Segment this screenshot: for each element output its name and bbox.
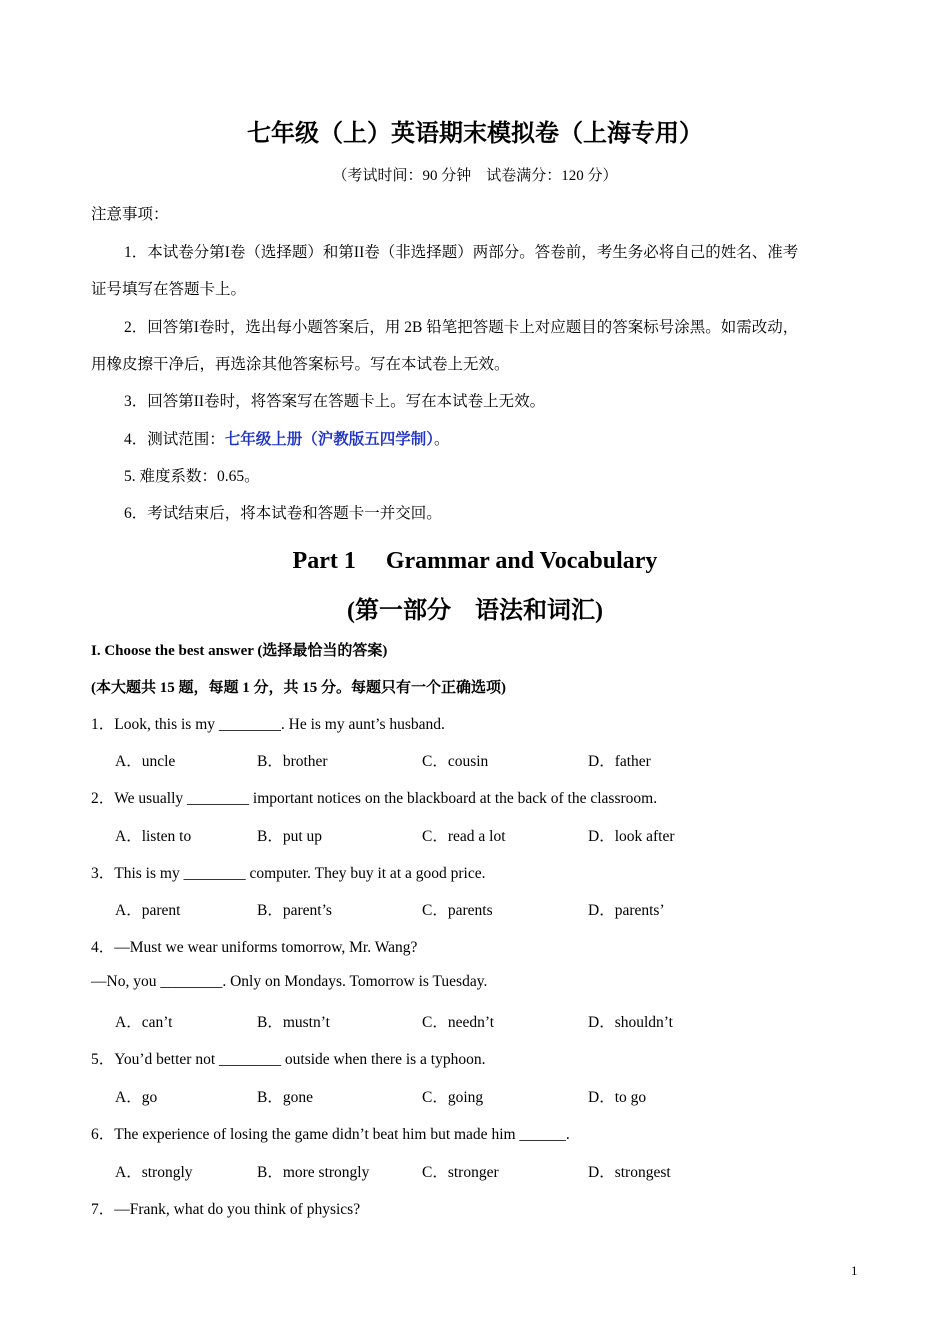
question-stem: 4．—Must we wear uniforms tomorrow, Mr. Wang?: [91, 939, 418, 956]
option-a: A．strongly: [115, 1164, 193, 1181]
section-instructions: (本大题共 15 题，每题 1 分，共 15 分。每题只有一个正确选项): [91, 680, 506, 696]
part-heading: Part 1 Grammar and Vocabulary: [292, 548, 658, 574]
option-c: C．needn’t: [422, 1014, 495, 1031]
question-stem: 3．This is my ________ computer. They buy it at a good price.: [91, 865, 486, 882]
option-c: C．going: [422, 1089, 484, 1106]
page-number: 1: [851, 1263, 858, 1278]
option-d: D．shouldn’t: [588, 1014, 673, 1031]
notice-label: 注意事项：: [91, 206, 169, 223]
option-a: A．can’t: [115, 1014, 173, 1031]
option-a: A．uncle: [115, 753, 176, 770]
option-d: D．strongest: [588, 1164, 671, 1181]
option-d: D．look after: [588, 828, 675, 845]
option-b: B．put up: [257, 828, 323, 845]
question-stem: 2．We usually ________ important notices on the blackboard at the back of the classroom.: [91, 790, 658, 807]
notice-item-1-cont: 证号填写在答题卡上。: [91, 281, 247, 298]
option-b: B．brother: [257, 753, 328, 770]
notice-item-2: 2．回答第I卷时，选出每小题答案后，用 2B 铅笔把答题卡上对应题目的答案标号涂黑。如需改动，: [124, 319, 799, 336]
option-c: C．parents: [422, 902, 493, 919]
notice-item-1: 1．本试卷分第I卷（选择题）和第II卷（非选择题）两部分。答卷前，考生务必将自己的姓名、准考: [124, 244, 799, 261]
notice-item-5: 5. 难度系数：0.65。: [124, 468, 260, 485]
question-stem: 6．The experience of losing the game didn’t beat him but made him ______.: [91, 1126, 570, 1143]
option-b: B．mustn’t: [257, 1014, 330, 1031]
test-scope: 七年级上册（沪教版五四学制）: [224, 431, 435, 448]
option-c: C．stronger: [422, 1164, 499, 1181]
option-c: C．cousin: [422, 753, 489, 770]
question-stem-cont: —No, you ________. Only on Mondays. Tomorrow is Tuesday.: [91, 973, 488, 990]
option-b: B．more strongly: [257, 1164, 370, 1181]
notice-item-4-prefix: 4．测试范围：: [124, 431, 225, 448]
question-stem: 5．You’d better not ________ outside when there is a typhoon.: [91, 1051, 486, 1068]
part-heading-cn: (第一部分 语法和词汇): [347, 598, 603, 624]
page-title: 七年级（上）英语期末模拟卷（上海专用）: [247, 119, 703, 147]
notice-item-6: 6．考试结束后，将本试卷和答题卡一并交回。: [124, 505, 442, 522]
question-stem: 7．—Frank, what do you think of physics?: [91, 1201, 361, 1218]
exam-info: （考试时间：90 分钟 试卷满分：120 分）: [332, 168, 618, 184]
notice-item-2-cont: 用橡皮擦干净后，再选涂其他答案标号。写在本试卷上无效。: [91, 356, 510, 373]
option-a: A．listen to: [115, 828, 192, 845]
option-d: D．parents’: [588, 902, 665, 919]
option-d: D．to go: [588, 1089, 647, 1106]
notice-item-3: 3．回答第II卷时，将答案写在答题卡上。写在本试卷上无效。: [124, 393, 546, 410]
option-a: A．parent: [115, 902, 181, 919]
option-b: B．gone: [257, 1089, 313, 1106]
option-a: A．go: [115, 1089, 158, 1106]
notice-item-4: [124, 427, 450, 449]
option-b: B．parent’s: [257, 902, 332, 919]
question-stem: 1．Look, this is my ________. He is my aunt’s husband.: [91, 716, 445, 733]
section-title: I. Choose the best answer (选择最恰当的答案): [91, 643, 388, 659]
option-d: D．father: [588, 753, 651, 770]
option-c: C．read a lot: [422, 828, 506, 845]
notice-item-4-suffix: 。: [434, 431, 450, 448]
